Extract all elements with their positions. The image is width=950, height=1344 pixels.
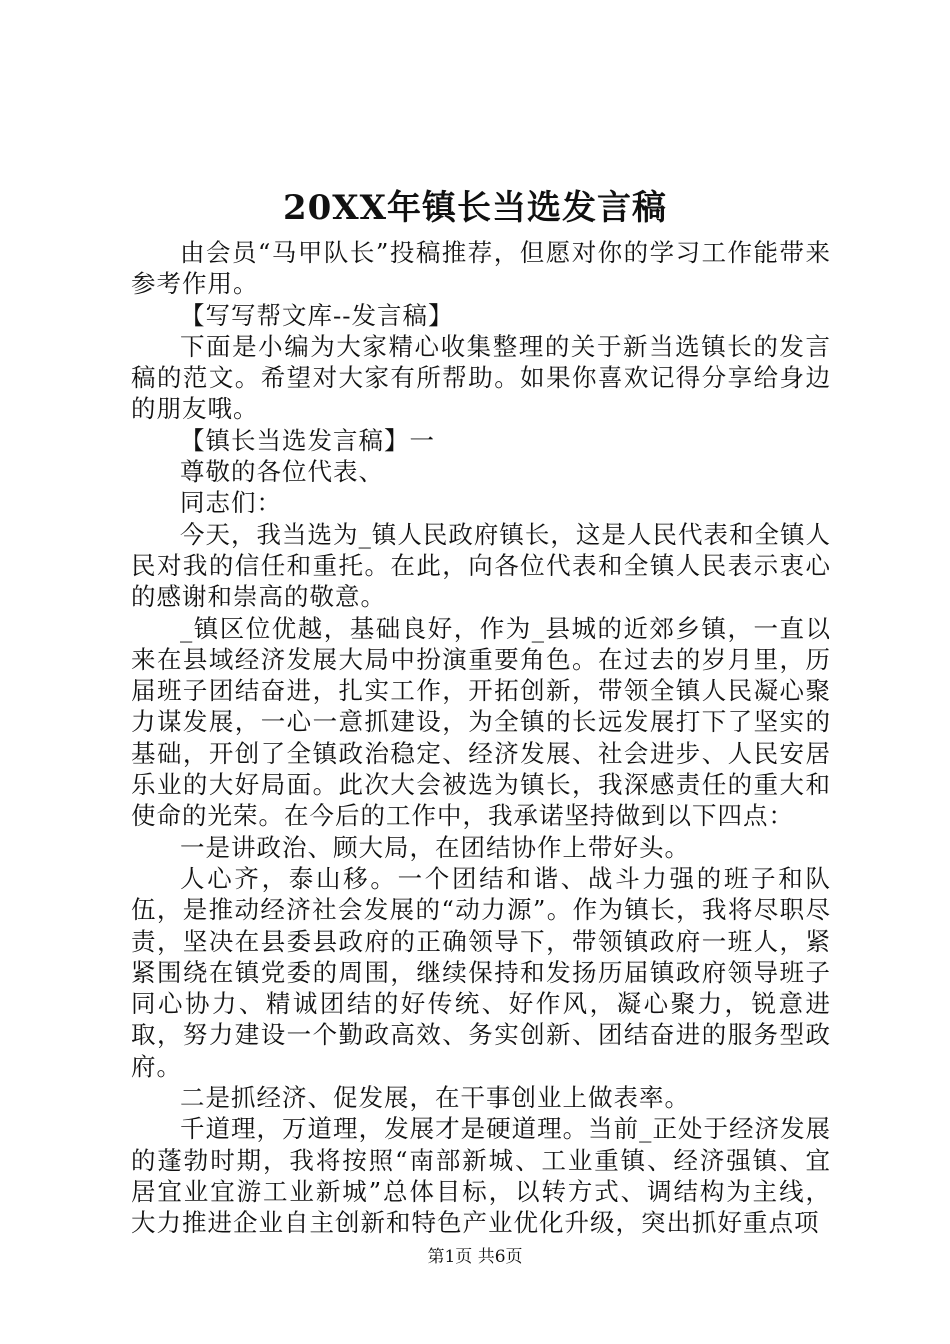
point-heading: 二是抓经济、促发展，在干事创业上做表率。 <box>180 1083 690 1113</box>
point-heading: 一是讲政治、顾大局，在团结协作上带好头。 <box>180 832 690 862</box>
document-title: 20XX年镇长当选发言稿 <box>282 188 668 228</box>
paragraph: 今天，我当选为_镇人民政府镇长，这是人民代表和全镇人民对我的信任和重托。在此，向各位代表和全镇人民表示衷心的感谢和崇高的敬意。 <box>131 519 831 612</box>
paragraph: 由会员“马甲队长”投稿推荐，但愿对你的学习工作能带来参考作用。 <box>131 238 831 299</box>
paragraph: 下面是小编为大家精心收集整理的关于新当选镇长的发言稿的范文。希望对大家有所帮助。如果你喜欢记得分享给身边的朋友哦。 <box>131 331 831 424</box>
paragraph: 人心齐，泰山移。一个团结和谐、战斗力强的班子和队伍，是推动经济社会发展的“动力源”。作为镇长，我将尽职尽责，坚决在县委县政府的正确领导下，带领镇政府一班人，紧紧围绕在镇党委的周围，继续保持和发扬历届镇政府领导班子同心协力、精诚团结的好传统、好作风，凝心聚力，锐意进取，努力建设一个勤政高效、务实创新、团结奋进的服务型政府。 <box>131 863 831 1081</box>
document-body <box>131 237 831 1239</box>
paragraph: 【写写帮文库--发言稿】 <box>180 300 454 330</box>
page-number-footer: 第1页 共6页 <box>427 1247 523 1267</box>
paragraph: 千道理，万道理，发展才是硬道理。当前_正处于经济发展的蓬勃时期，我将按照“南部新城、工业重镇、经济强镇、宜居宜业宜游工业新城”总体目标，以转方式、调结构为主线，大力推进企业自主创新和特色产业优化升级，突出抓好重点项 <box>131 1114 831 1238</box>
section-heading: 【镇长当选发言稿】一 <box>180 425 435 455</box>
paragraph: _镇区位优越，基础良好，作为_县城的近郊乡镇，一直以来在县域经济发展大局中扮演重要角色。在过去的岁月里，历届班子团结奋进，扎实工作，开拓创新，带领全镇人民凝心聚力谋发展，一心一意抓建设，为全镇的长远发展打下了坚实的基础，开创了全镇政治稳定、经济发展、社会进步、人民安居乐业的大好局面。此次大会被选为镇长，我深感责任的重大和使命的光荣。在今后的工作中，我承诺坚持做到以下四点： <box>131 613 831 831</box>
salutation: 尊敬的各位代表、 <box>180 457 384 487</box>
salutation: 同志们： <box>180 488 282 518</box>
